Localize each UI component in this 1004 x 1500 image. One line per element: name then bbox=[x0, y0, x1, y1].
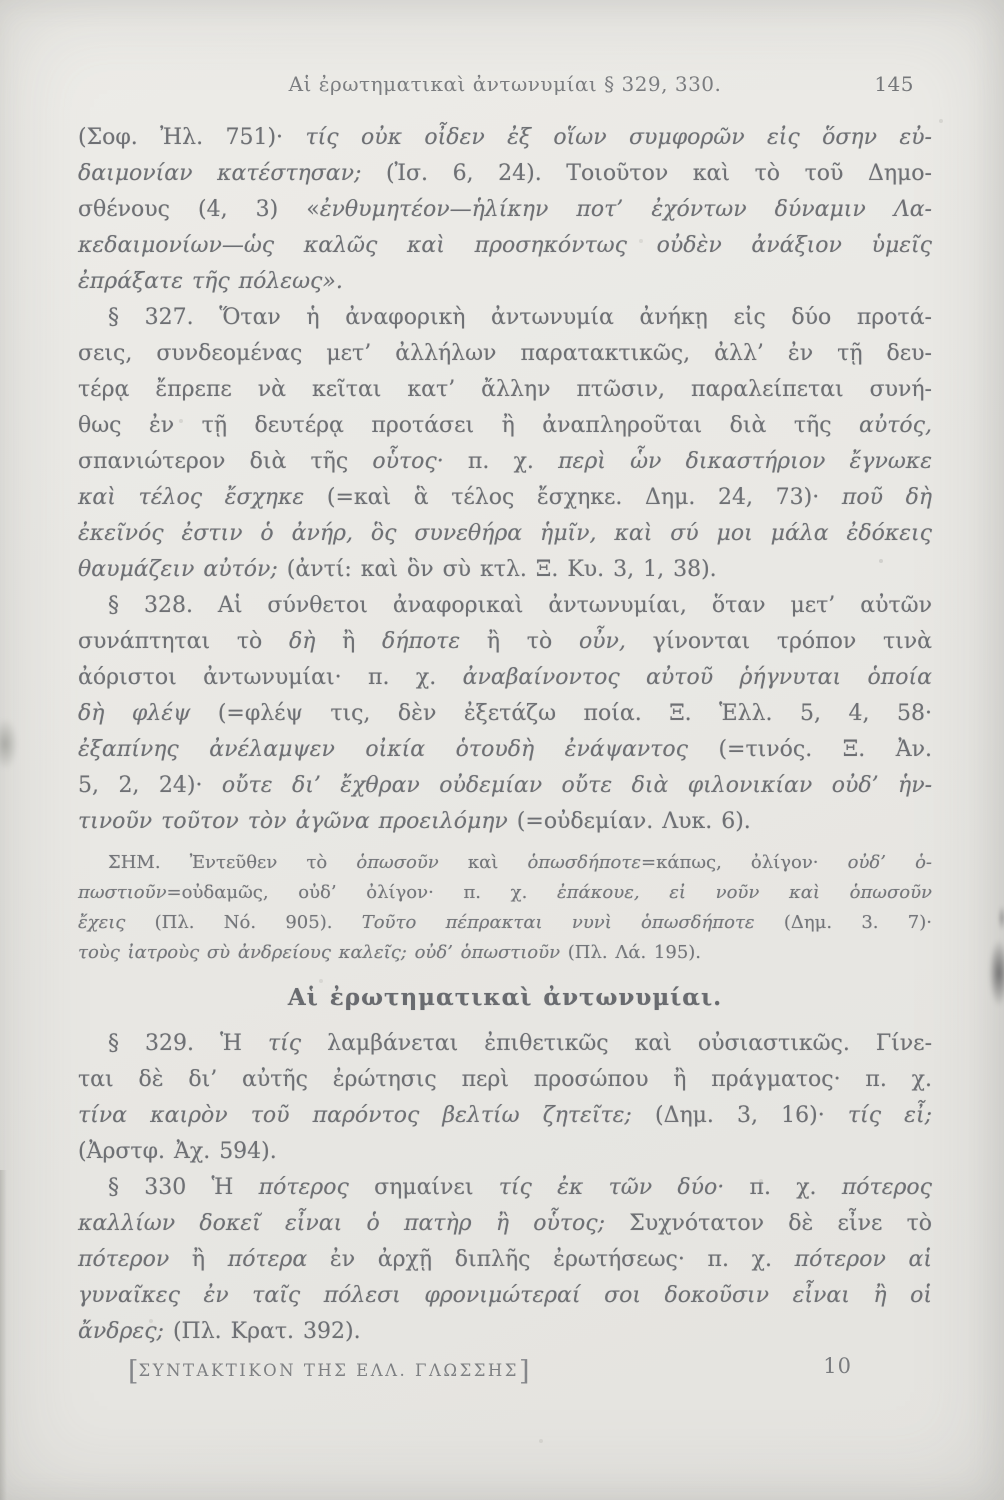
running-head bbox=[78, 72, 932, 102]
text-segment: κεδαιμονίων—ὡς καλῶς καὶ προσηκόντως οὐδὲν ἀνάξιον ὑμεῖς bbox=[78, 233, 932, 258]
text-segment: (Δημ. 3, 16)· bbox=[654, 1103, 848, 1128]
text-segment: Τοῦτο πέπρακται νυνὶ ὁπωσδήποτε bbox=[361, 912, 784, 933]
text-segment: πότερον bbox=[78, 1247, 170, 1272]
text-segment: (ἀντί: καὶ ὃν σὺ κτλ. Ξ. Κυ. 3, 1, 38). bbox=[286, 557, 717, 582]
text-line bbox=[78, 1098, 932, 1134]
text-segment: ται δὲ δι’ αὐτῆς ἐρώτησις περὶ προσώπου ἢ πράγματος· π. χ. bbox=[78, 1067, 932, 1092]
text-segment: τίς εἶ; bbox=[847, 1103, 932, 1128]
text-line bbox=[78, 120, 932, 156]
text-segment: ΣΗΜ. Ἐντεῦθεν τὸ bbox=[108, 852, 357, 873]
text-segment: γίνονται τρόπον τινὰ bbox=[625, 629, 932, 654]
text-segment: π. χ. bbox=[443, 449, 559, 474]
text-line bbox=[78, 156, 932, 192]
text-segment: (Ἰσ. 6, 24). Τοιοῦτον καὶ τὸ τοῦ Δημο- bbox=[385, 161, 932, 186]
text-segment: Αἱ ἐρωτηματικαὶ ἀντωνυμίαι. bbox=[287, 984, 723, 1011]
text-segment: ὁπωσοῦν bbox=[356, 852, 439, 873]
text-line bbox=[78, 300, 932, 336]
note-paragraph bbox=[78, 848, 932, 968]
text-segment: (=τινός. Ξ. Ἀν. bbox=[718, 737, 932, 762]
text-line bbox=[78, 480, 932, 516]
text-segment: γυναῖκες ἐν ταῖς πόλεσι φρονιμώτεραί σοι δοκοῦσιν εἶναι ἢ οἱ bbox=[78, 1283, 932, 1308]
text-line bbox=[78, 980, 932, 1016]
text-segment: ἀόριστοι ἀντωνυμίαι· π. χ. bbox=[78, 665, 463, 690]
paper-speckles bbox=[0, 0, 2, 2]
text-segment: =κάπως, ὀλίγον· bbox=[641, 852, 848, 873]
text-segment: καὶ τέλος ἔσχηκε bbox=[78, 485, 327, 510]
text-segment: τίς οὐκ οἶδεν ἐξ οἵων συμφορῶν εἰς ὅσην εὐ- bbox=[305, 125, 932, 150]
text-line bbox=[78, 1062, 932, 1098]
text-segment: καὶ bbox=[438, 852, 528, 873]
text-line bbox=[78, 768, 932, 804]
text-segment: (=οὐδεμίαν. Λυκ. 6). bbox=[516, 809, 751, 834]
text-line bbox=[78, 1134, 932, 1170]
text-segment: αὐτός, bbox=[859, 413, 932, 438]
text-line bbox=[78, 516, 932, 552]
text-segment: πότερος bbox=[841, 1175, 932, 1200]
text-segment: σπανιώτερον διὰ τῆς bbox=[78, 449, 373, 474]
text-segment: ἐν ἀρχῇ διπλῆς ἐρωτήσεως· π. χ. bbox=[307, 1247, 795, 1272]
ink-smudge bbox=[0, 718, 18, 770]
paragraph bbox=[78, 588, 932, 840]
text-segment: ἢ bbox=[169, 1247, 228, 1272]
text-segment: καλλίων δοκεῖ εἶναι ὁ πατὴρ ἢ οὗτος; bbox=[78, 1211, 630, 1236]
text-segment: ἔχεις bbox=[78, 912, 155, 933]
text-segment: § 329. Ἡ bbox=[108, 1031, 268, 1056]
text-line bbox=[78, 264, 932, 300]
text-line bbox=[78, 1314, 932, 1350]
text-segment: τοὺς ἰατροὺς σὺ ἀνδρείους καλεῖς; οὐδ’ ὁπωστιοῦν bbox=[78, 942, 568, 963]
text-line bbox=[78, 372, 932, 408]
text-segment: =οὐδαμῶς, οὐδ’ ὀλίγον· π. χ. bbox=[166, 882, 557, 903]
page-number-top: 145 bbox=[874, 72, 914, 96]
text-line bbox=[78, 938, 932, 968]
scan-edge-shadow bbox=[0, 1170, 7, 1500]
text-line bbox=[78, 408, 932, 444]
text-segment: ἀναβαίνοντος αὐτοῦ ῥήγνυται ὁποία bbox=[462, 665, 932, 690]
text-segment: δὴ φλέψ bbox=[78, 701, 218, 726]
text-line bbox=[78, 1242, 932, 1278]
ink-smudge bbox=[989, 940, 1004, 1006]
text-line bbox=[78, 908, 932, 938]
text-segment: θαυμάζειν αὐτόν; bbox=[78, 557, 287, 582]
text-line bbox=[78, 1026, 932, 1062]
text-line bbox=[78, 732, 932, 768]
text-line bbox=[78, 660, 932, 696]
text-segment: (=φλέψ τις, δὲν ἐξετάζω ποία. Ξ. Ἑλλ. 5, 4, 58· bbox=[217, 701, 932, 726]
text-segment: δὴ bbox=[288, 629, 316, 654]
text-segment: ὁπωσδήποτε bbox=[527, 852, 641, 873]
text-segment: οὐδ’ ὁ- bbox=[847, 852, 932, 873]
book-footer bbox=[78, 1356, 932, 1396]
text-line bbox=[78, 804, 932, 840]
text-segment: τέρᾳ ἔπρεπε νὰ κεῖται κατ’ ἄλλην πτῶσιν, παραλείπεται συνή- bbox=[78, 377, 932, 402]
text-segment: (Πλ. Κρατ. 392). bbox=[172, 1319, 361, 1344]
running-head-title: Αἱ ἐρωτηματικαὶ ἀντωνυμίαι § 329, 330. bbox=[288, 72, 722, 96]
left-bracket: [ bbox=[128, 1356, 139, 1387]
text-line bbox=[78, 336, 932, 372]
text-segment: πότερος bbox=[258, 1175, 349, 1200]
text-segment: ἄνδρες; bbox=[78, 1319, 173, 1344]
text-segment: ἐπάκουε, εἰ νοῦν καὶ ὁπωσοῦν bbox=[556, 882, 932, 903]
text-segment: συνάπτηται τὸ bbox=[78, 629, 289, 654]
text-column bbox=[78, 120, 932, 1396]
text-segment: σθένους (4, 3) « bbox=[78, 197, 320, 222]
text-line bbox=[78, 588, 932, 624]
text-segment: οὔτε δι’ ἔχθραν οὐδεμίαν οὔτε διὰ φιλονικίαν οὐδ’ ἡν- bbox=[221, 773, 933, 798]
text-segment: τίνα καιρὸν τοῦ παρόντος βελτίω ζητεῖτε; bbox=[78, 1103, 655, 1128]
text-segment: δαιμονίαν κατέστησαν; bbox=[78, 161, 386, 186]
footer-series-title: ΣΥΝΤΑΚΤΙΚΟΝ ΤΗΣ ΕΛΛ. ΓΛΩΣΣΗΣ bbox=[138, 1361, 519, 1380]
text-segment: πότερον αἱ bbox=[794, 1247, 933, 1272]
text-segment: τίς ἐκ τῶν δύο· bbox=[498, 1175, 725, 1200]
text-segment: (Σοφ. Ἠλ. 751)· bbox=[78, 125, 306, 150]
text-segment: πότερα bbox=[227, 1247, 308, 1272]
text-line bbox=[78, 878, 932, 908]
text-line bbox=[78, 192, 932, 228]
text-line bbox=[78, 228, 932, 264]
text-segment: ἢ bbox=[315, 629, 383, 654]
text-segment: (=καὶ ἃ τέλος ἔσχηκε. Δημ. 24, 73)· bbox=[326, 485, 842, 510]
paragraph bbox=[78, 1026, 932, 1170]
text-segment: (Πλ. Νό. 905). bbox=[154, 912, 362, 933]
text-segment: οὖν, bbox=[578, 629, 626, 654]
text-segment: (Ἀρστφ. Ἀχ. 594). bbox=[78, 1139, 277, 1164]
text-segment: θως ἐν τῇ δευτέρᾳ προτάσει ἢ ἀναπληροῦται διὰ τῆς bbox=[78, 413, 860, 438]
text-segment: § 327. Ὅταν ἡ ἀναφορικὴ ἀντωνυμία ἀνήκῃ εἰς δύο προτά- bbox=[108, 305, 932, 330]
text-line bbox=[78, 552, 932, 588]
paragraph bbox=[78, 1170, 932, 1350]
text-line bbox=[78, 444, 932, 480]
text-segment: ἐπράξατε τῆς πόλεως». bbox=[78, 269, 343, 294]
text-segment: οὗτος· bbox=[372, 449, 444, 474]
text-segment: περὶ ὧν δικαστήριον ἔγνωκε bbox=[558, 449, 933, 474]
paragraph bbox=[78, 300, 932, 588]
text-segment: τινοῦν τοῦτον τὸν ἀγῶνα προειλόμην bbox=[78, 809, 517, 834]
text-segment: ἐνθυμητέον—ἡλίκην ποτ’ ἐχόντων δύναμιν Λα- bbox=[319, 197, 932, 222]
text-segment: σεις, συνδεομένας μετ’ ἀλλήλων παρατακτικῶς, ἀλλ’ ἐν τῇ δευ- bbox=[78, 341, 932, 366]
paragraph bbox=[78, 120, 932, 300]
text-segment: σημαίνει bbox=[348, 1175, 499, 1200]
ink-smudge bbox=[998, 905, 1004, 931]
text-segment: π. χ. bbox=[724, 1175, 842, 1200]
text-segment: ἢ τὸ bbox=[460, 629, 579, 654]
text-segment: ἐκεῖνός ἐστιν ὁ ἀνήρ, ὃς συνεθήρα ἡμῖν, καὶ σύ μοι μάλα ἐδόκεις bbox=[78, 521, 932, 546]
text-segment: πωστιοῦν bbox=[78, 882, 167, 903]
text-segment: ἐξαπίνης ἀνέλαμψεν οἰκία ὁτουδὴ ἐνάψαντος bbox=[78, 737, 719, 762]
text-line bbox=[78, 1278, 932, 1314]
text-segment: τίς bbox=[267, 1031, 302, 1056]
section-heading bbox=[78, 980, 932, 1016]
footer-signature bbox=[128, 1356, 530, 1387]
text-segment: § 328. Αἱ σύνθετοι ἀναφορικαὶ ἀντωνυμίαι, ὅταν μετ’ αὐτῶν bbox=[108, 593, 932, 618]
text-segment: 5, 2, 24)· bbox=[78, 773, 222, 798]
text-segment: (Δημ. 3. 7)· bbox=[783, 912, 932, 933]
text-line bbox=[78, 696, 932, 732]
text-segment: ποῦ δὴ bbox=[841, 485, 932, 510]
text-segment: (Πλ. Λά. 195). bbox=[567, 942, 702, 963]
text-line bbox=[78, 1170, 932, 1206]
text-segment: δήποτε bbox=[382, 629, 461, 654]
text-segment: λαμβάνεται ἐπιθετικῶς καὶ οὐσιαστικῶς. Γίνε- bbox=[301, 1031, 933, 1056]
right-bracket: ] bbox=[518, 1356, 530, 1387]
text-segment: Συχνότατον δὲ εἶνε τὸ bbox=[629, 1211, 933, 1236]
text-line bbox=[78, 624, 932, 660]
text-segment: § 330 Ἡ bbox=[108, 1175, 259, 1200]
text-line bbox=[78, 848, 932, 878]
page-number-bottom: 10 bbox=[823, 1354, 852, 1378]
text-line bbox=[78, 1206, 932, 1242]
